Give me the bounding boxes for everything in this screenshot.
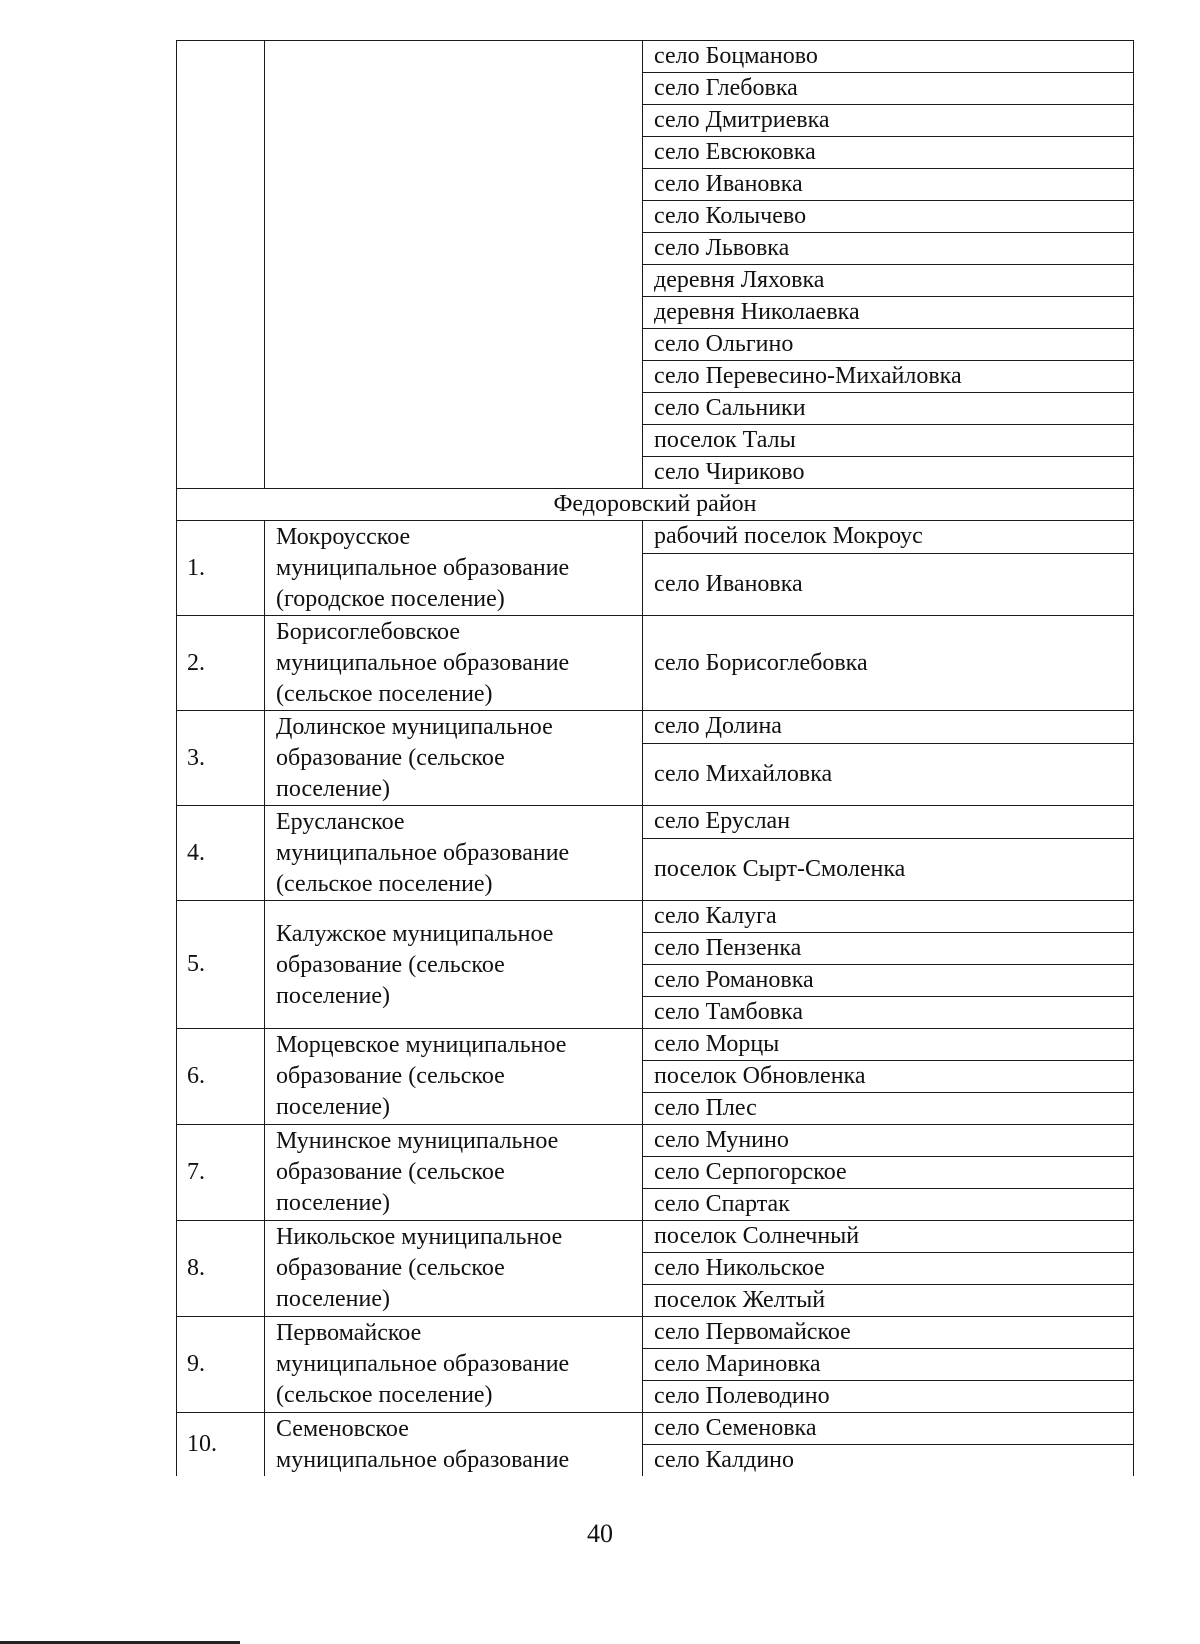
municipality-name-line: образование (сельское [276,1063,505,1089]
municipality-name-line: муниципальное образование [276,840,570,866]
row-number-cell: 7. [177,1125,265,1221]
municipality-cell [265,521,643,616]
municipality-name-line: Мунинское муниципальное [276,1128,559,1154]
settlement-cell: поселок Желтый [643,1285,1134,1317]
row-number-cell: 2. [177,616,265,711]
table-row [177,901,1134,933]
municipality-name-line: поселение) [276,1286,390,1312]
municipality-name-line: Мокроусское [276,524,411,550]
settlement-cell: село Львовка [643,233,1134,265]
settlement-cell: село Спартак [643,1189,1134,1221]
municipality-cell [265,1317,643,1413]
municipality-cell [265,1029,643,1125]
row-number-cell: 10. [177,1413,265,1477]
settlement-cell: село Семеновка [643,1413,1134,1445]
settlement-cell: село Мунино [643,1125,1134,1157]
municipality-name-line: Калужское муниципальное [276,920,554,947]
municipality-name-line: муниципальное образование [276,555,570,581]
settlements-table [176,40,1134,1476]
settlement-cell: село Никольское [643,1253,1134,1285]
municipality-name-line: (сельское поселение) [276,1382,493,1408]
municipality-name-line: (сельское поселение) [276,681,493,707]
settlement-cell: село Ольгино [643,329,1134,361]
settlement-cell: село Дмитриевка [643,105,1134,137]
settlement-cell: село Сальники [643,393,1134,425]
municipality-name-line: муниципальное образование [276,1447,570,1473]
settlement-cell: село Калуга [643,901,1134,933]
settlement-cell: село Романовка [643,965,1134,997]
municipality-cell [265,1221,643,1317]
municipality-name-line: Семеновское [276,1416,409,1442]
municipality-name-line: Еруcланское [276,809,405,835]
municipality-name-line: Первомайское [276,1320,422,1346]
municipality-cell [265,806,643,901]
row-number-cell: 9. [177,1317,265,1413]
municipality-cell [265,1413,643,1477]
table-row [177,1221,1134,1253]
settlement-cell: село Полеводино [643,1381,1134,1413]
municipality-name-line: образование (сельское [276,1159,505,1185]
municipality-cell [265,711,643,806]
settlement-cell: село Перевесино-Михайловка [643,361,1134,393]
district-title: Федоровский район [177,489,1134,521]
municipality-cell [265,1125,643,1221]
row-number-cell: 5. [177,901,265,1029]
settlement-cell: село Чириково [643,457,1134,489]
settlement-cell: деревня Николаевка [643,297,1134,329]
settlement-cell: село Боцманово [643,41,1134,73]
row-number-cell: 4. [177,806,265,901]
municipality-cell [265,616,643,711]
table-row [177,41,1134,73]
table-row [177,616,1134,711]
municipality-name-line: поселение) [276,776,390,802]
settlement-cell: село Борисоглебовка [643,616,1134,711]
settlement-cell: село Колычево [643,201,1134,233]
page-number: 40 [587,1519,613,1548]
municipality-name-line: Морцевское муниципальное [276,1032,567,1058]
settlement-cell: поселок Солнечный [643,1221,1134,1253]
settlement-cell: село Михайловка [643,743,1134,805]
table-row [177,1125,1134,1157]
row-number-cell: 8. [177,1221,265,1317]
row-number-cell: 6. [177,1029,265,1125]
row-number-cell: 1. [177,521,265,616]
table-row [177,806,1134,839]
settlement-cell: село Ивановка [643,169,1134,201]
settlement-cell: село Евсюковка [643,137,1134,169]
settlement-cell: поселок Талы [643,425,1134,457]
municipality-name-line: муниципальное образование [276,650,570,676]
row-number-cell: 3. [177,711,265,806]
table-row [177,1413,1134,1445]
municipality-name-line: образование (сельское [276,951,505,978]
municipality-name-line: поселение) [276,1094,390,1120]
settlement-cell: село Еруслан [643,806,1134,839]
municipality-cell [265,901,643,1029]
district-row [177,489,1134,521]
settlement-cell: село Пензенка [643,933,1134,965]
settlement-cell: село Мариновка [643,1349,1134,1381]
municipality-name-line: (городское поселение) [276,586,505,612]
municipality-name-line: образование (сельское [276,1255,505,1281]
table-row [177,521,1134,554]
municipality-cell [265,41,643,489]
municipality-name-line: Никольское муниципальное [276,1224,563,1250]
settlement-cell: деревня Ляховка [643,265,1134,297]
row-number-cell [177,41,265,489]
municipality-name-line: поселение) [276,982,390,1009]
municipality-name-line: муниципальное образование [276,1351,570,1377]
table-row [177,711,1134,744]
settlement-cell: село Морцы [643,1029,1134,1061]
settlement-cell: село Первомайское [643,1317,1134,1349]
settlement-cell: село Серпогорское [643,1157,1134,1189]
settlement-cell: село Тамбовка [643,997,1134,1029]
table-row [177,1317,1134,1349]
settlement-cell: село Долина [643,711,1134,744]
municipality-name-line: (сельское поселение) [276,871,493,897]
table-row [177,1029,1134,1061]
settlement-cell: село Калдино [643,1445,1134,1477]
municipality-name-line: образование (сельское [276,745,505,771]
municipality-name-line: Борисоглебовское [276,619,460,645]
municipality-name-line: Долинское муниципальное [276,714,553,740]
settlement-cell: поселок Сырт-Смоленка [643,838,1134,900]
settlement-cell: поселок Обновленка [643,1061,1134,1093]
settlement-cell: село Ивановка [643,553,1134,615]
settlement-cell: село Глебовка [643,73,1134,105]
settlement-cell: село Плес [643,1093,1134,1125]
municipality-name-line: поселение) [276,1190,390,1216]
settlement-cell: рабочий поселок Мокроус [643,521,1134,554]
